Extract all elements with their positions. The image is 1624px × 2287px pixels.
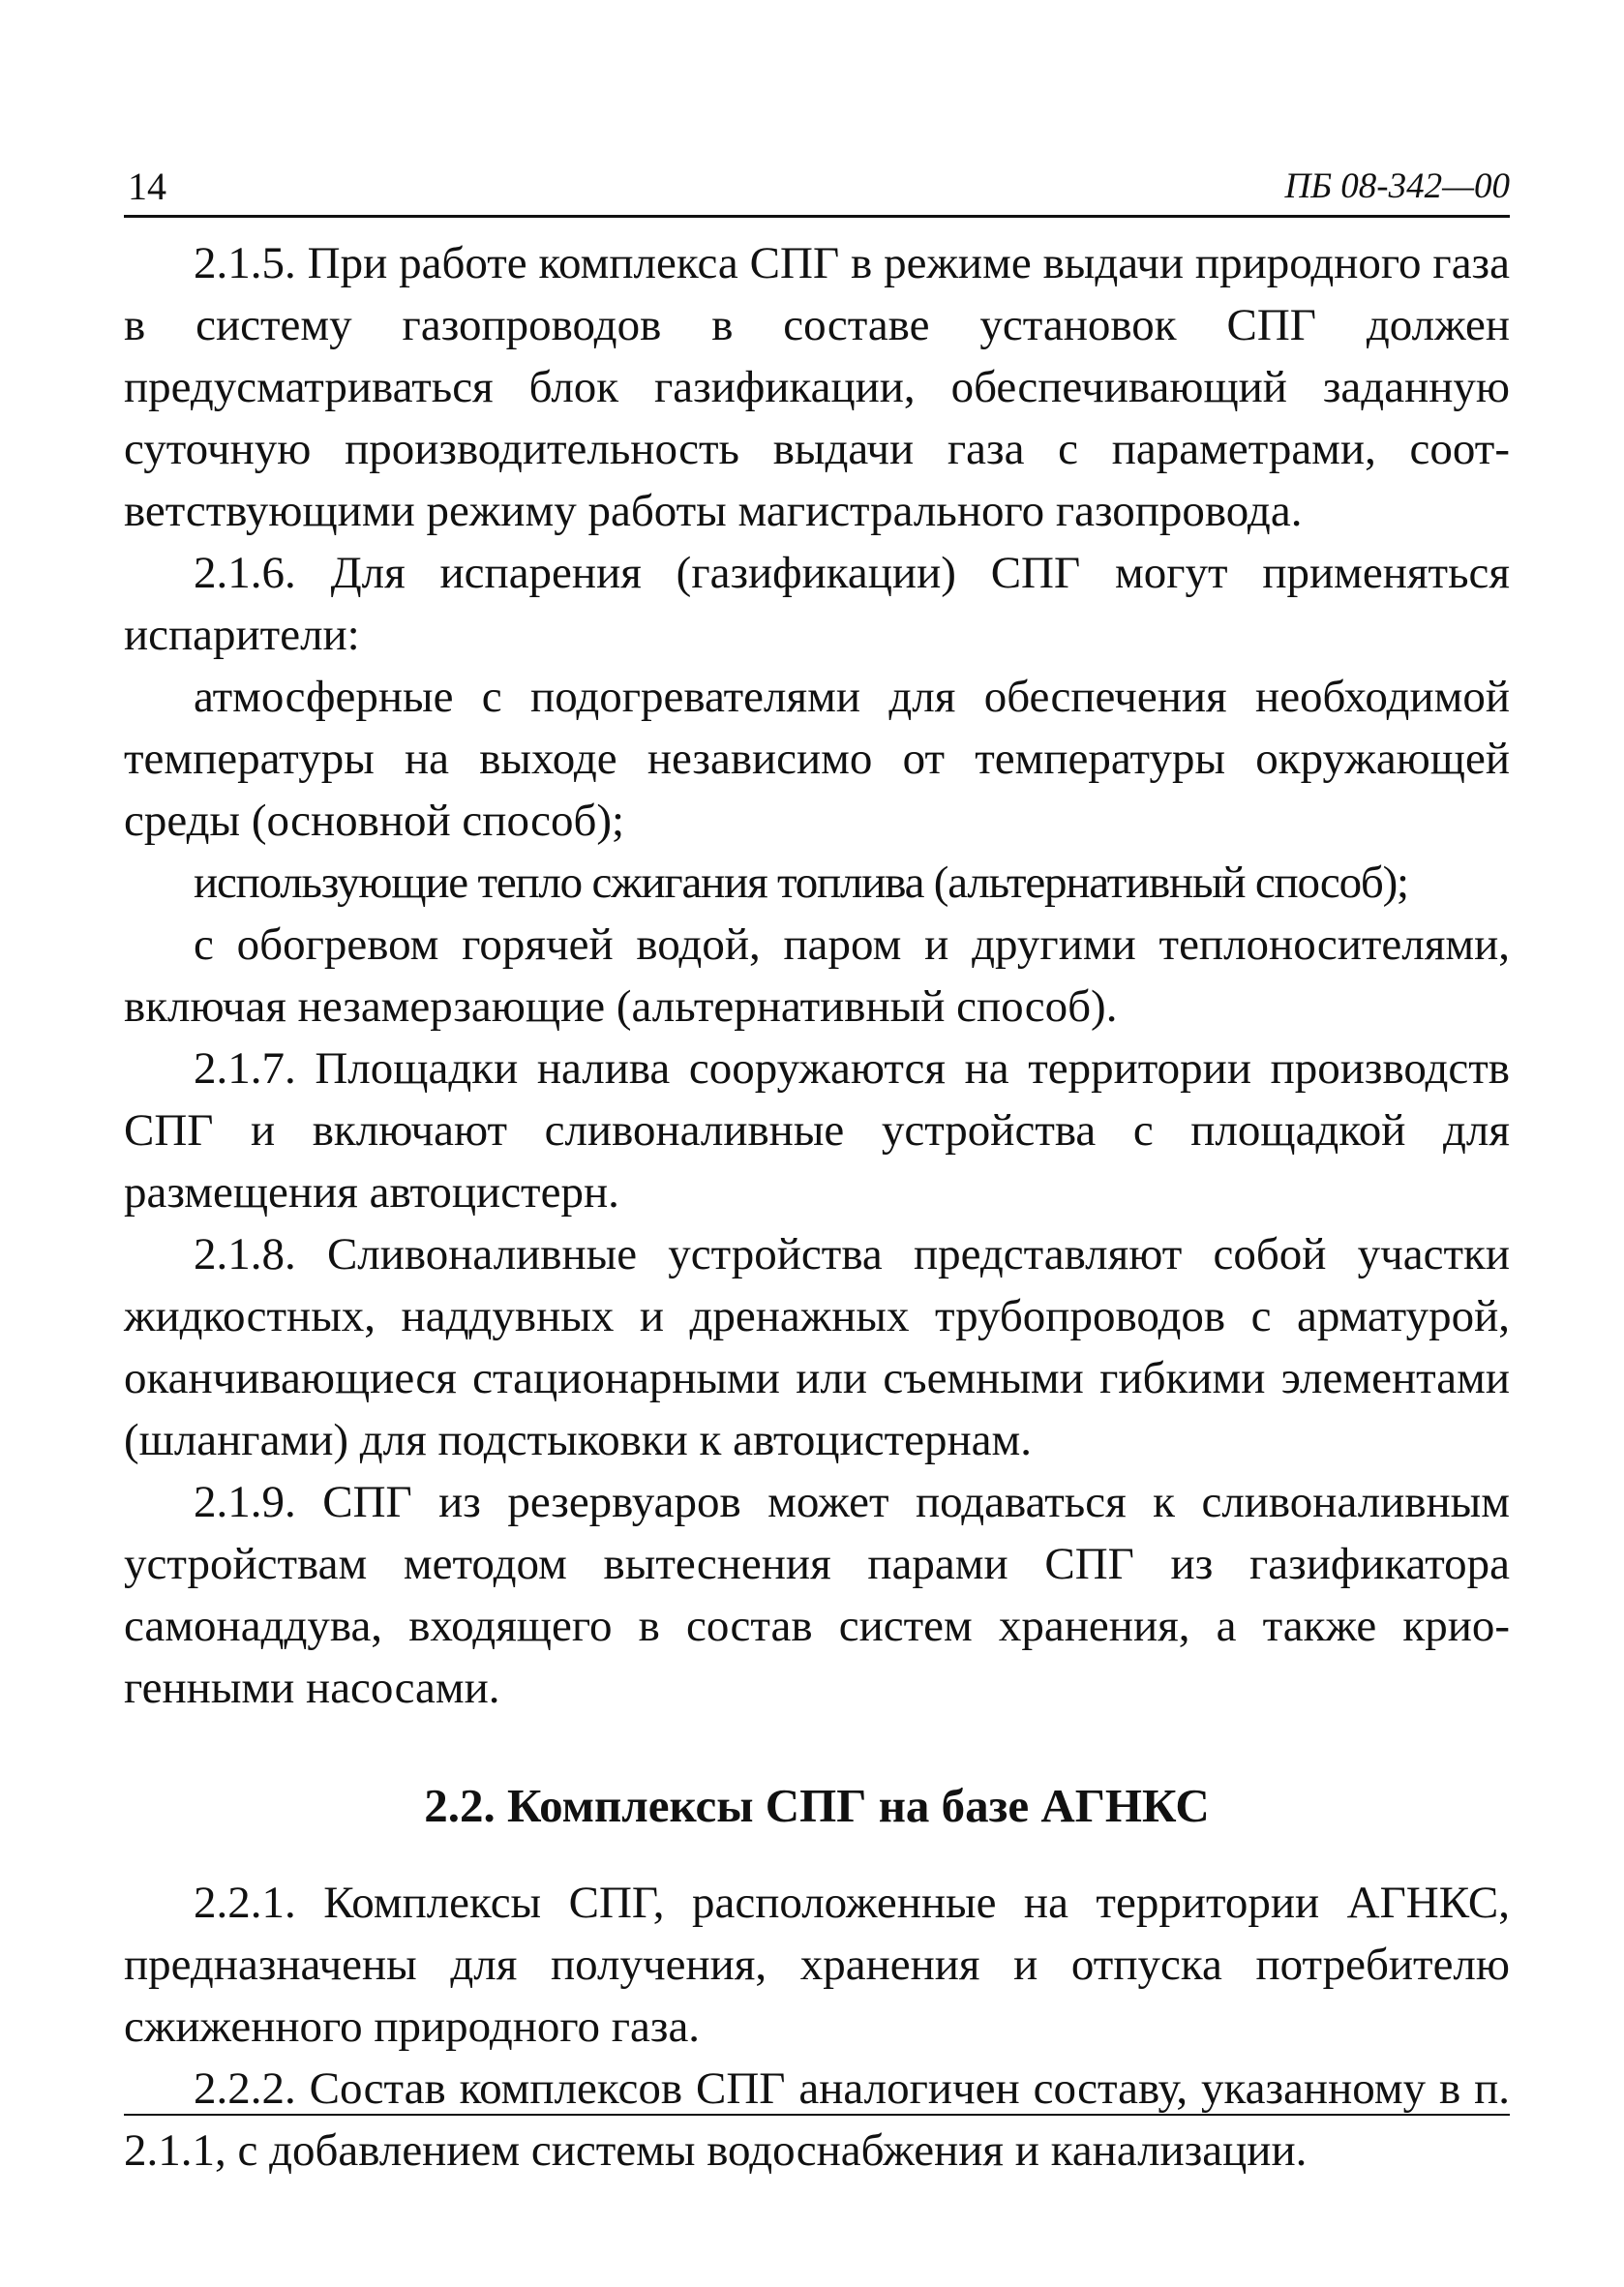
page-number: 14 (128, 165, 166, 208)
section-title: 2.2. Комплексы СПГ на базе АГНКС (424, 1779, 1210, 1832)
running-header (124, 163, 1510, 215)
paragraph-2-2-1: 2.2.1. Комплексы СПГ, расположенные на территории АГНКС, предназначены для получения, хранения и отпуска потребителю сжиженного природного газа. (124, 1878, 1510, 2052)
body-text (124, 232, 1510, 2182)
paragraph-2-1-5: 2.1.5. При работе комплекса СПГ в режиме выдачи природного газа в систему газопроводов в составе установок СПГ должен предусматриваться блок газификации, обеспечивающий заданную суточную производительность выдачи газа с параметрами, соответствующими режиму работы магистрального газопровода. (124, 238, 1510, 536)
list-item-hot-water: с обогревом горячей водой, паром и другими теплоносителями, включая незамерзающие (альтернативный способ). (124, 919, 1510, 1032)
paragraph-2-2-2: 2.2.2. Состав комплексов СПГ аналогичен составу, указанному в п. 2.1.1, с добавлением системы водоснабжения и канализации. (124, 2063, 1510, 2176)
paragraph-2-1-7: 2.1.7. Площадки налива сооружаются на территории производств СПГ и включают сливоналивные устройства с площадкой для размещения автоцистерн. (124, 1043, 1510, 1218)
list-item-atmospheric: атмосферные с подогревателями для обеспечения необходимой температуры на выходе независимо от температуры окружающей среды (основной способ); (124, 672, 1510, 846)
list-item-fuel-combustion: использующие тепло сжигания топлива (альтернативный способ); (194, 858, 1408, 908)
paragraph-2-1-6: 2.1.6. Для испарения (газификации) СПГ могут применяться испарители: (124, 548, 1510, 660)
paragraph-2-1-9: 2.1.9. СПГ из резервуаров может подаваться к сливоналивным устройствам методом вытеснения парами СПГ из газификатора самонаддува, входящего в состав систем хранения, а также криогенными насосами. (124, 1477, 1510, 1713)
footer-rule (124, 2114, 1510, 2116)
document-code: ПБ 08-342—00 (1284, 166, 1510, 206)
paragraph-2-1-8: 2.1.8. Сливоналивные устройства представляют собой участки жидкостных, наддувных и дренажных трубопроводов с арматурой, оканчивающиеся стационарными или съемными гибкими элементами (шлангами) для подстыковки к автоцистернам. (124, 1229, 1510, 1465)
header-rule (124, 215, 1510, 218)
